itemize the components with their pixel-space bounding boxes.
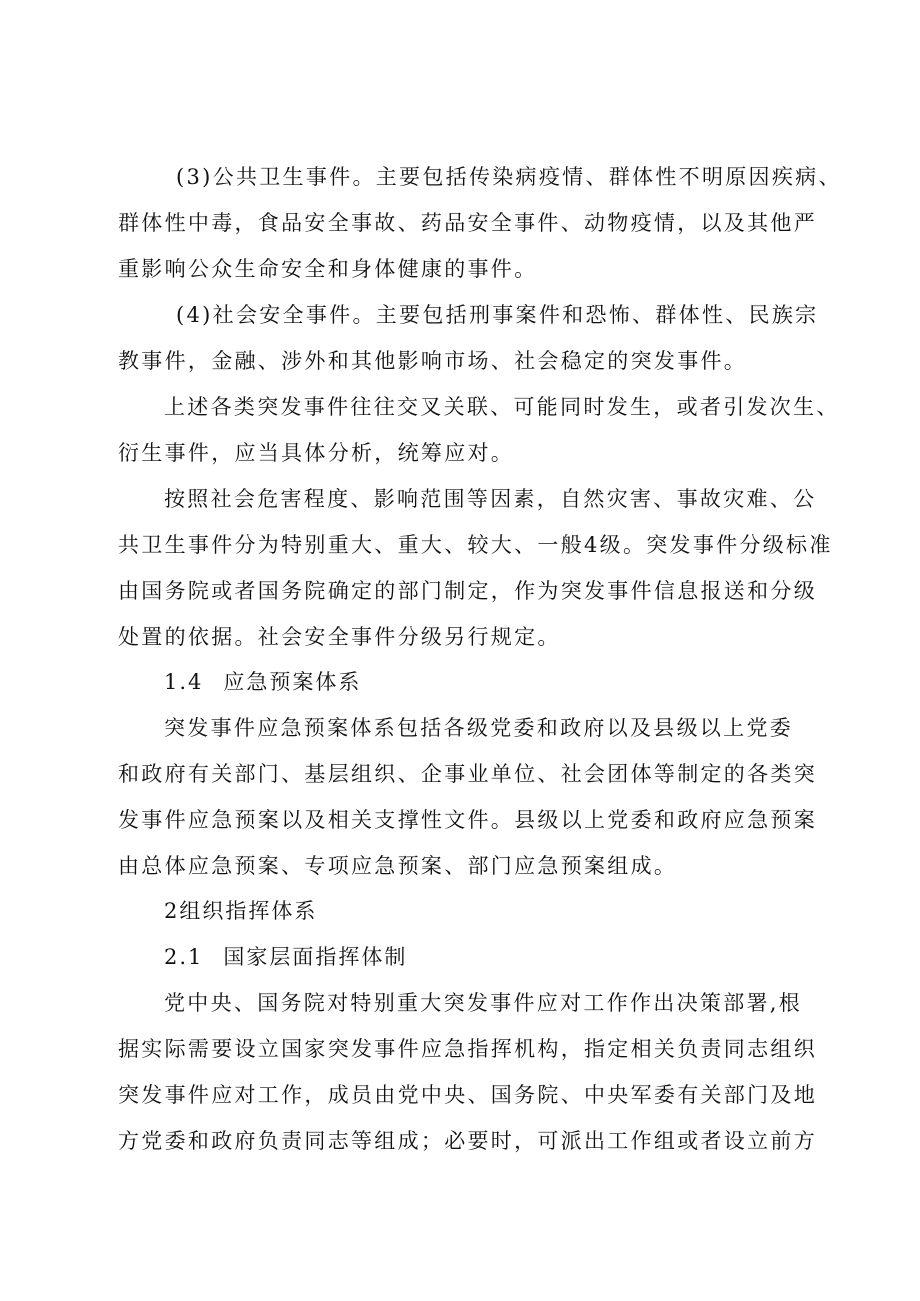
paragraph-line: 突发事件应对工作，成员由党中央、国务院、中央军委有关部门及地 — [118, 1083, 817, 1107]
paragraph-line: 由总体应急预案、专项应急预案、部门应急预案组成。 — [118, 854, 678, 878]
paragraph-line: 群体性中毒，食品安全事故、药品安全事件、动物疫情，以及其他严 — [118, 211, 817, 235]
section-heading-2: 2组织指挥体系 — [164, 899, 318, 923]
section-heading-1-4 — [164, 669, 361, 695]
paragraph-line: 由国务院或者国务院确定的部门制定，作为突发事件信息报送和分级 — [118, 579, 817, 603]
paragraph-line: (3)公共卫生事件。主要包括传染病疫情、群体性不明原因疾病、 — [176, 165, 842, 189]
paragraph-line: 衍生事件，应当具体分析，统筹应对。 — [118, 441, 515, 465]
paragraph-line: 教事件，金融、涉外和其他影响市场、社会稳定的突发事件。 — [118, 349, 748, 373]
paragraph-line: 和政府有关部门、基层组织、企事业单位、社会团体等制定的各类突 — [118, 762, 817, 786]
section-number: 2.1 — [164, 945, 204, 969]
paragraph-line: 处置的依据。社会安全事件分级另行规定。 — [118, 625, 561, 649]
paragraph-line: 党中央、国务院对特别重大突发事件应对工作作出决策部署,根 — [164, 991, 803, 1015]
paragraph-line: 突发事件应急预案体系包括各级党委和政府以及县级以上党委 — [164, 716, 794, 740]
section-title: 国家层面指挥体制 — [223, 945, 408, 969]
paragraph-line: (4)社会安全事件。主要包括刑事案件和恐怖、群体性、民族宗 — [176, 303, 819, 327]
section-heading-2-1 — [164, 944, 407, 970]
paragraph-line: 发事件应急预案以及相关支撑性文件。县级以上党委和政府应急预案 — [118, 808, 817, 832]
paragraph-line: 重影响公众生命安全和身体健康的事件。 — [118, 257, 538, 281]
paragraph-line: 据实际需要设立国家突发事件应急指挥机构，指定相关负责同志组织 — [118, 1037, 817, 1061]
paragraph-line: 按照社会危害程度、影响范围等因素，自然灾害、事故灾难、公 — [164, 487, 817, 511]
paragraph-line: 共卫生事件分为特别重大、重大、较大、一般4级。突发事件分级标准 — [118, 533, 833, 557]
section-title: 应急预案体系 — [223, 670, 362, 694]
section-number: 1.4 — [164, 670, 204, 694]
paragraph-line: 方党委和政府负责同志等组成；必要时，可派出工作组或者设立前方 — [118, 1129, 817, 1153]
paragraph-line: 上述各类突发事件往往交叉关联、可能同时发生，或者引发次生、 — [164, 395, 840, 419]
